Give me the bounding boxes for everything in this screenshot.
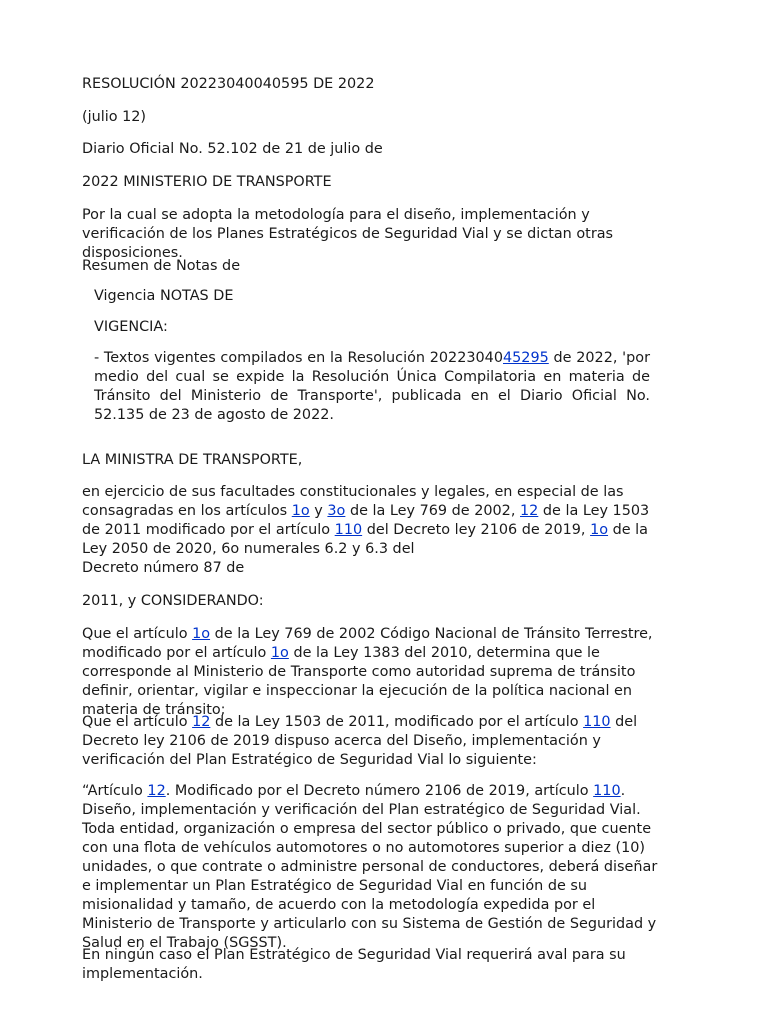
facultades-text-5: del Decreto ley 2106 de 2019,: [362, 522, 591, 538]
resolution-45295-link[interactable]: 45295: [503, 350, 549, 366]
ley-1383-articulo-1o-link[interactable]: 1o: [270, 645, 289, 661]
facultades-paragraph: [82, 483, 650, 578]
facultades-text-3: de la Ley 769 de 2002,: [345, 503, 520, 519]
considerando-2-text-3: del Decreto ley 2106 de 2019 dispuso acerca del Diseño, implementación y verificación del Plan Estratégico de Seguridad Vial lo siguiente:: [82, 714, 638, 768]
considerando-2-text-1: Que el artículo: [82, 714, 193, 730]
ley-1503-articulo-12-link[interactable]: 12: [192, 714, 211, 730]
facultades-text-1: en ejercicio de sus facultades constitucionales y legales, en especial de las consagradas en los artículos: [82, 484, 624, 519]
considerando-1-text-1: Que el artículo: [82, 626, 193, 642]
nota-vigencia-paragraph: [94, 349, 650, 425]
articulo-text-3: . Diseño, implementación y verificación del Plan estratégico de Seguridad Vial. Toda entidad, organización o empresa del sector público o privado, que cuente con una flota de vehículos automotores o no automotores superior a diez (10) unidades, o que contrate o administre personal de conductores, deberá diseñar e implementar un Plan Estratégico de Seguridad Vial en función de su misionalidad y tamaño, de acuerdo con la metodología expedida por el Ministerio de Transporte y articularlo con su Sistema de Gestión de Seguridad y Salud en el Trabajo (SGSST).: [82, 783, 658, 951]
facultades-text-2: y: [309, 503, 328, 519]
articulo-12-link[interactable]: 12: [520, 503, 539, 519]
ley-769-articulo-1o-link[interactable]: 1o: [192, 626, 211, 642]
considerando-heading: 2011, y CONSIDERANDO:: [82, 593, 264, 609]
facultades-text-4: de la Ley 1503 de 2011 modificado por el artículo: [82, 503, 650, 538]
vigencia-label: VIGENCIA:: [94, 319, 168, 335]
resumen-notas: Resumen de Notas de: [82, 258, 241, 274]
articulo-1o-link[interactable]: 1o: [291, 503, 310, 519]
considerando-1-text-2: de la Ley 769 de 2002 Código Nacional de Tránsito Terrestre, modificado por el artículo: [82, 626, 653, 661]
facultades-text-7: Decreto número 87 de: [82, 560, 245, 576]
considerando-2-text-2: de la Ley 1503 de 2011, modificado por el artículo: [210, 714, 584, 730]
resolution-title: RESOLUCIÓN 20223040040595 DE 2022: [82, 76, 375, 92]
considerando-1-paragraph: [82, 625, 658, 720]
decreto-2106-articulo-110-link[interactable]: 110: [583, 714, 611, 730]
ministerio-line: 2022 MINISTERIO DE TRANSPORTE: [82, 174, 332, 190]
considerando-1-text-3: de la Ley 1383 del 2010, determina que le corresponde al Ministerio de Transporte como autoridad suprema de tránsito definir, orientar, vigilar e inspeccionar la ejecución de la política nacional en materia de tránsito;: [82, 645, 636, 718]
articulo-text-1: “Artículo: [82, 783, 148, 799]
articulo-110-link[interactable]: 110: [334, 522, 363, 538]
aval-paragraph: En ningún caso el Plan Estratégico de Seguridad Vial requerirá aval para su implementación.: [82, 947, 626, 982]
nota-text-pre: - Textos vigentes compilados en la Resolución 20223040: [94, 350, 503, 366]
considerando-2-paragraph: [82, 713, 662, 770]
resolution-date: (julio 12): [82, 109, 147, 125]
vigencia-notas: Vigencia NOTAS DE: [94, 288, 234, 304]
articulo-text-2: . Modificado por el Decreto número 2106 de 2019, artículo: [165, 783, 594, 799]
objeto-paragraph: Por la cual se adopta la metodología para el diseño, implementación y verificación de los Planes Estratégicos de Seguridad Vial y se dictan otras disposiciones.: [82, 207, 614, 261]
articulo-12-quote-link[interactable]: 12: [147, 783, 166, 799]
articulo-3o-link[interactable]: 3o: [327, 503, 346, 519]
articulo-110-quote-link[interactable]: 110: [593, 783, 621, 799]
facultades-text-6: de la Ley 2050 de 2020, 6o numerales 6.2 y 6.3 del: [82, 522, 649, 557]
articulo-12-quote: [82, 782, 662, 953]
nota-text-post: de 2022, 'por medio del cual se expide la Resolución Única Compilatoria en materia de Tránsito del Ministerio de Transporte', publicada en el Diario Oficial No. 52.135 de 23 de agosto de 2022.: [94, 350, 650, 423]
ministra-heading: LA MINISTRA DE TRANSPORTE,: [82, 452, 303, 468]
diario-oficial-line: Diario Oficial No. 52.102 de 21 de julio de: [82, 141, 383, 157]
ley-2050-articulo-1o-link[interactable]: 1o: [590, 522, 609, 538]
